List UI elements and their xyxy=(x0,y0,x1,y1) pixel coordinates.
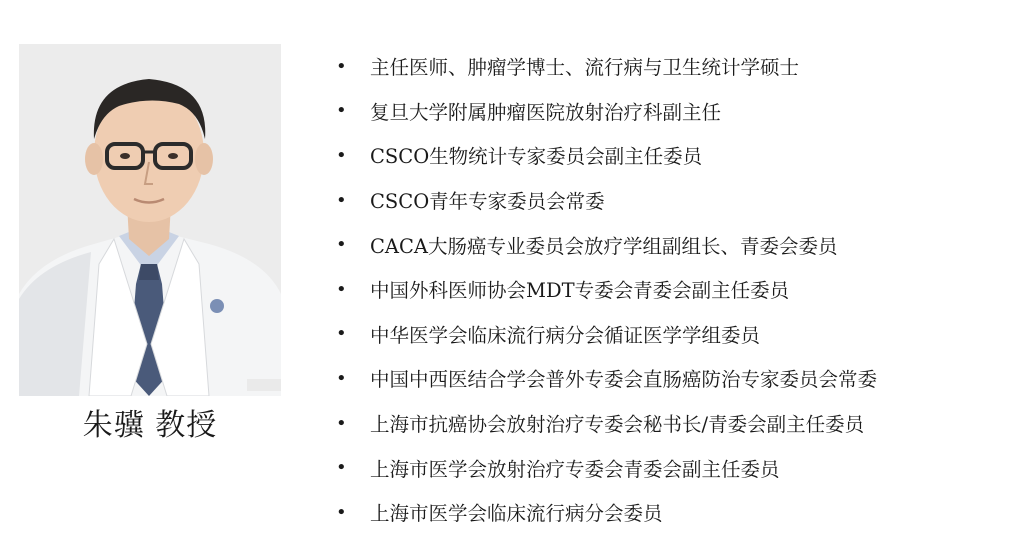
bullet-icon: • xyxy=(336,278,347,300)
bullet-icon: • xyxy=(336,189,347,211)
list-item-text: 上海市医学会放射治疗专委会青委会副主任委员 xyxy=(370,457,780,481)
list-item xyxy=(336,133,877,178)
bullet-icon: • xyxy=(336,501,347,523)
doctor-name-caption: 朱骥 教授 xyxy=(82,408,218,443)
list-item xyxy=(336,222,877,267)
list-item xyxy=(336,89,877,134)
list-item xyxy=(336,178,877,223)
bullet-icon: • xyxy=(336,412,347,434)
list-item xyxy=(336,356,877,401)
list-item-text: 中华医学会临床流行病分会循证医学学组委员 xyxy=(370,323,761,347)
list-item xyxy=(336,267,877,312)
list-item-text: CACA大肠癌专业委员会放疗学组副组长、青委会委员 xyxy=(370,234,838,258)
bullet-icon: • xyxy=(336,323,347,345)
bullet-icon: • xyxy=(336,55,347,77)
bullet-icon: • xyxy=(336,144,347,166)
list-item xyxy=(336,401,877,446)
doctor-portrait-photo xyxy=(19,44,281,396)
bullet-icon: • xyxy=(336,457,347,479)
list-item xyxy=(336,312,877,357)
list-item-text: CSCO青年专家委员会常委 xyxy=(370,190,605,214)
list-item xyxy=(336,445,877,490)
list-item xyxy=(336,490,877,535)
bullet-icon: • xyxy=(336,367,347,389)
list-item-text: 中国中西医结合学会普外专委会直肠癌防治专家委员会常委 xyxy=(370,368,878,392)
bullet-icon: • xyxy=(336,100,347,122)
list-item-text: 主任医师、肿瘤学博士、流行病与卫生统计学硕士 xyxy=(370,56,800,80)
list-item-text: 中国外科医师协会MDT专委会青委会副主任委员 xyxy=(370,279,790,303)
list-item xyxy=(336,44,877,89)
list-item-text: 上海市抗癌协会放射治疗专委会秘书长/青委会副主任委员 xyxy=(370,413,865,437)
list-item-text: 复旦大学附属肿瘤医院放射治疗科副主任 xyxy=(370,100,722,124)
list-item-text: CSCO生物统计专家委员会副主任委员 xyxy=(370,145,703,169)
bullet-icon: • xyxy=(336,234,347,256)
credentials-list xyxy=(336,44,877,535)
list-item-text: 上海市医学会临床流行病分会委员 xyxy=(370,502,663,526)
